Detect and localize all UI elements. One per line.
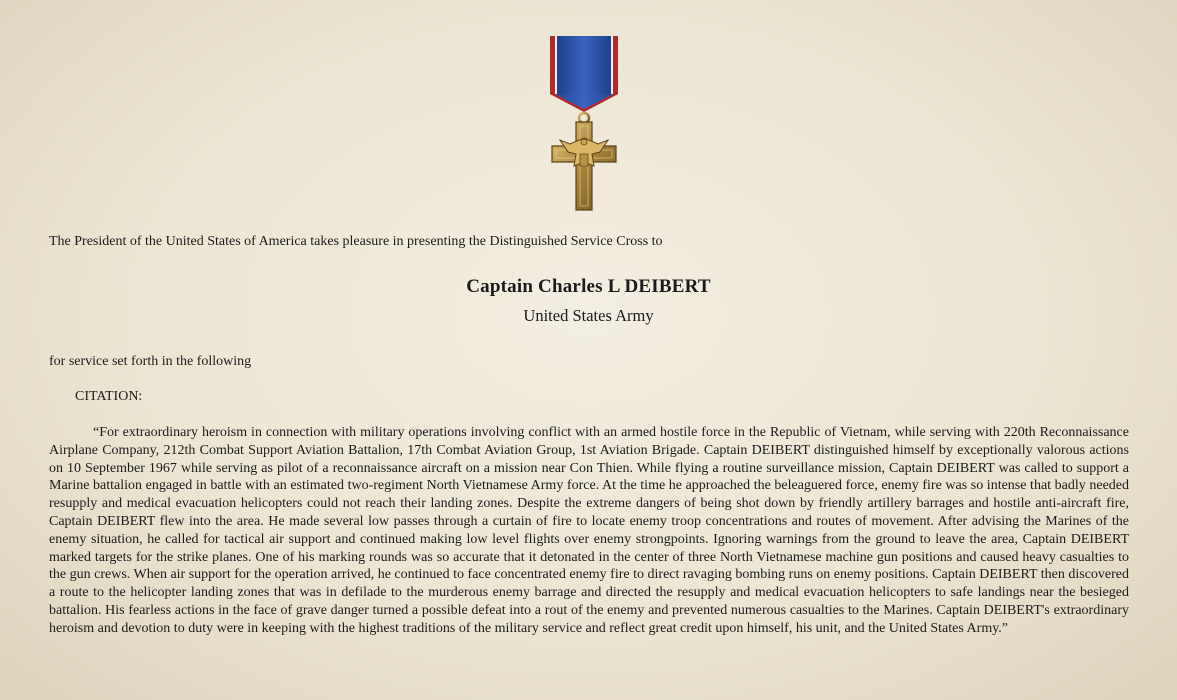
- distinguished-service-cross-medal-icon: [536, 34, 632, 214]
- citation-text: “For extraordinary heroism in connection with military operations involving conflict with an armed hostile force in the Republic of Vietnam, while serving with 220th Reconnaissance Airplane Company, 212th Combat Support Aviation Battalion, 17th Combat Aviation Group, 1st Aviation Brigade. Captain DEIBERT distinguished himself by exceptionally valorous actions on 10 September 1967 while serving as pilot of a reconnaissance aircraft on a mission near Con Thien. While flying a routine surveillance mission, Captain DEIBERT was called to support a Marine battalion engaged in battle with an estimated two-regiment North Vietnamese Army force. At the time he approached the beleaguered force, enemy fire was so intense that badly needed resupply and medical evacuation helicopters could not reach their landing zones. Despite the extreme dangers of being shot down by friendly artillery barrages and hostile anti-aircraft fire, Captain DEIBERT flew into the area. He made several low passes through a curtain of fire to locate enemy troop concentrations and routes of movement. After advising the Marines of the enemy situation, he called for tactical air support and continued making low level flights over enemy strongpoints. Ignoring warnings from the ground to leave the area, Captain DEIBERT marked targets for the strike planes. One of his marking rounds was so accurate that it detonated in the center of three North Vietnamese machine gun positions and caused heavy casualties to the gun crews. When air support for the operation arrived, he continued to face concentrated enemy fire to direct ravaging bombing runs on enemy positions. Captain DEIBERT then discovered a route to the helicopter landing zones that was in defilade to the murderous enemy barrage and directed the resupply and medical evacuation helicopters to safe landings near the besieged battalion. His fearless actions in the face of grave danger turned a possible defeat into a rout of the enemy and prevented numerous casualties to the Marines. Captain DEIBERT's extraordinary heroism and devotion to duty were in keeping with the highest traditions of the military service and reflect great credit upon himself, his unit, and the United States Army.”: [49, 425, 1129, 636]
- citation-label: CITATION:: [75, 389, 143, 404]
- recipient-branch: United States Army: [523, 306, 654, 325]
- recipient-name: Captain Charles L DEIBERT: [466, 276, 711, 297]
- service-line: for service set forth in the following: [49, 354, 252, 369]
- presentation-intro: The President of the United States of America takes pleasure in presenting the Distinguished Service Cross to: [49, 234, 663, 249]
